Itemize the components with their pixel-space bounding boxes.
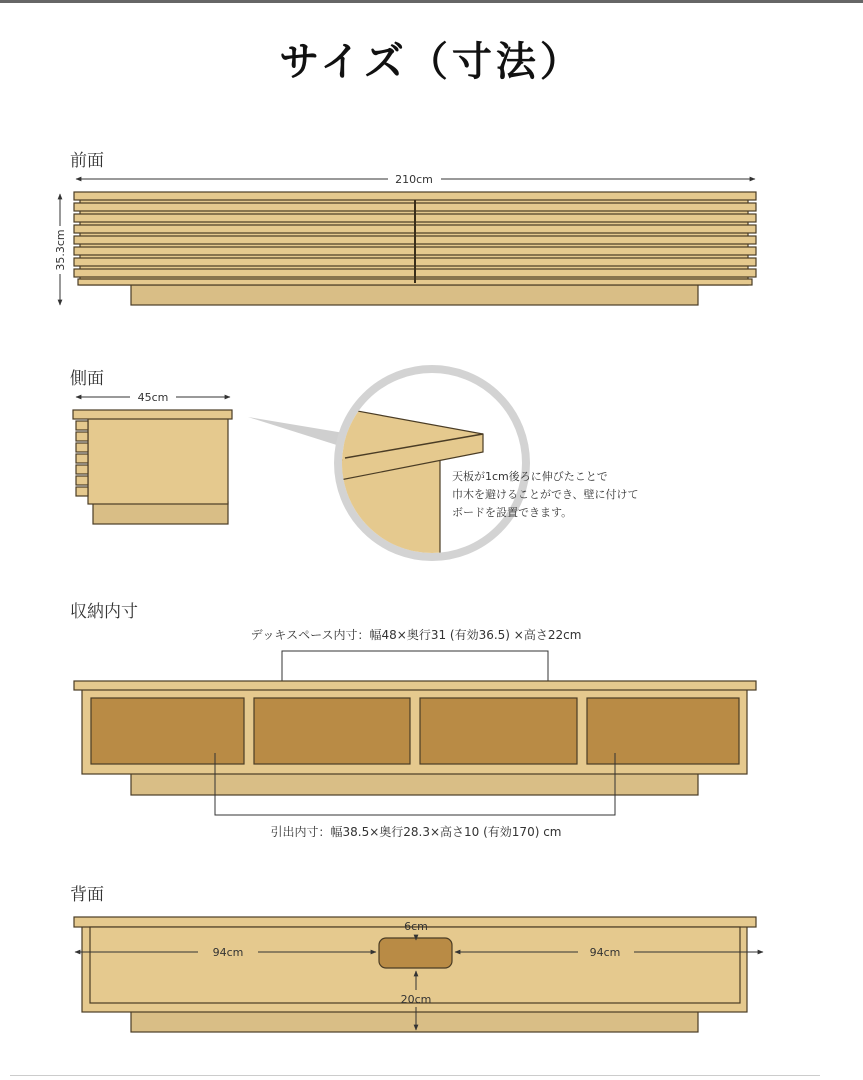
front-width-label: 210cm (395, 173, 433, 186)
detail-zoom-circle (248, 369, 639, 560)
side-view-label: 側面 (70, 369, 104, 389)
detail-note-line-1: 天板が1cm後ろに伸びたことで (452, 470, 608, 483)
hole-height-label: 6cm (404, 920, 428, 933)
detail-note-line-3: ボードを設置できます。 (452, 506, 573, 519)
front-view-label: 前面 (70, 151, 104, 171)
back-left-distance: 94cm (212, 946, 244, 959)
storage-view-drawing (74, 627, 756, 839)
side-view-drawing (73, 391, 232, 524)
back-view-drawing (74, 917, 763, 1032)
detail-note-line-2: 巾木を避けることができ、壁に付けて (452, 488, 639, 501)
storage-dimensions-label: 収納内寸 (70, 602, 138, 622)
side-depth-label: 45cm (137, 391, 169, 404)
drawer-dimensions: 引出内寸：幅38.5×奥行28.3×高さ10 (有効170) cm (270, 825, 562, 839)
back-right-distance: 94cm (589, 946, 621, 959)
front-view-drawing (54, 173, 756, 305)
bottom-divider (10, 1075, 820, 1076)
back-view-label: 背面 (70, 885, 104, 905)
hole-width-label: 20cm (400, 993, 432, 1006)
deck-space-dimensions: デッキスペース内寸：幅48×奥行31 (有効36.5) ×高さ22cm (250, 628, 582, 642)
page-title: サイズ（寸法） (279, 39, 584, 85)
front-height-label: 35.3cm (54, 229, 67, 271)
cable-hole (379, 938, 452, 968)
